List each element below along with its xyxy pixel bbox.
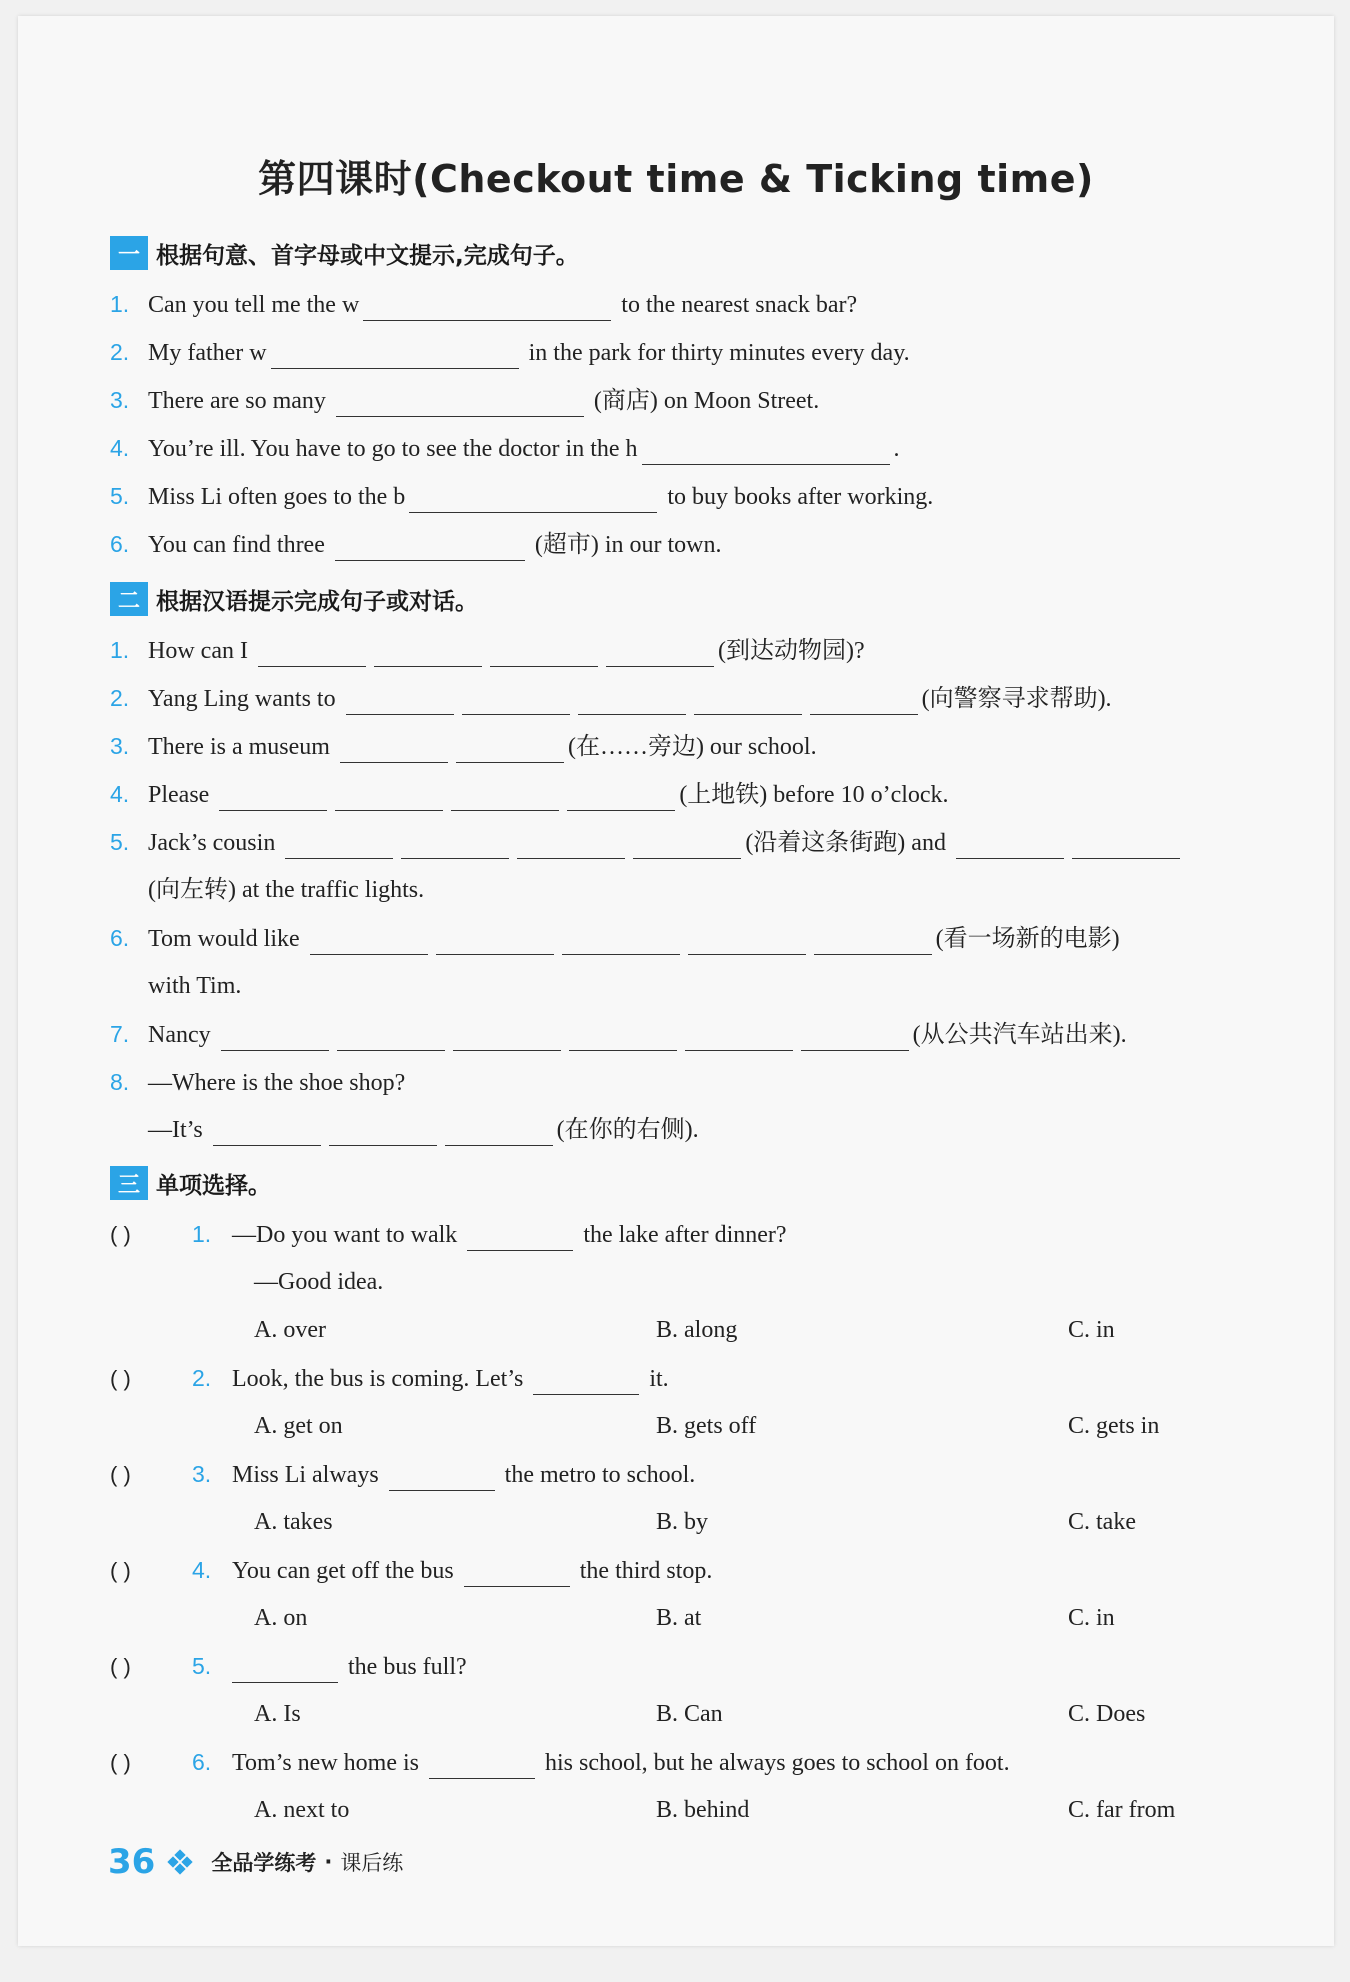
option-a[interactable]: A. Is — [254, 1701, 301, 1727]
option-a[interactable]: A. takes — [254, 1509, 333, 1535]
answer-bracket[interactable]: ( ) — [110, 1462, 131, 1487]
answer-blank[interactable] — [401, 832, 509, 859]
mc-question-5: ( ) 5. the bus full? — [110, 1650, 1274, 1683]
section-2-header — [110, 582, 478, 616]
answer-bracket[interactable]: ( ) — [110, 1558, 131, 1583]
answer-blank[interactable] — [956, 832, 1064, 859]
diamond-icon — [169, 1851, 191, 1873]
page-title: 第四课时(Checkout time & Ticking time) — [258, 157, 1094, 201]
answer-blank[interactable] — [451, 784, 559, 811]
mc-question-2: ( ) 2. Look, the bus is coming. Let’s it. — [110, 1362, 1274, 1395]
brand-name: 全品学练考 — [211, 1851, 317, 1875]
answer-blank[interactable] — [335, 784, 443, 811]
answer-blank — [533, 1368, 639, 1395]
page-number: 36 — [108, 1842, 156, 1882]
answer-blank — [429, 1752, 535, 1779]
answer-blank[interactable] — [642, 438, 890, 465]
section-3-badge: 三 — [110, 1166, 148, 1200]
answer-blank[interactable] — [337, 1024, 445, 1051]
answer-blank[interactable] — [445, 1119, 553, 1146]
answer-blank — [467, 1224, 573, 1251]
answer-blank[interactable] — [271, 342, 519, 369]
answer-blank[interactable] — [517, 832, 625, 859]
answer-blank[interactable] — [340, 736, 448, 763]
s1-question-4: 4. You’re ill. You have to go to see the doctor in the h . — [110, 432, 1274, 465]
answer-blank[interactable] — [285, 832, 393, 859]
section-2-heading: 根据汉语提示完成句子或对话。 — [156, 588, 478, 615]
footer-subtitle: 课后练 — [340, 1851, 404, 1875]
s1-question-2: 2. My father w in the park for thirty minutes every day. — [110, 336, 1274, 369]
option-c[interactable]: C. far from — [1068, 1797, 1176, 1823]
option-b[interactable]: B. at — [656, 1605, 702, 1631]
answer-blank[interactable] — [336, 390, 584, 417]
option-c[interactable]: C. in — [1068, 1605, 1115, 1631]
answer-blank[interactable] — [562, 928, 680, 955]
option-b[interactable]: B. gets off — [656, 1413, 757, 1439]
option-a[interactable]: A. get on — [254, 1413, 343, 1439]
option-b[interactable]: B. by — [656, 1509, 709, 1535]
mc-question-3: ( ) 3. Miss Li always the metro to school. — [110, 1458, 1274, 1491]
answer-blank[interactable] — [694, 688, 802, 715]
answer-blank[interactable] — [1072, 832, 1180, 859]
answer-blank — [232, 1656, 338, 1683]
section-2-badge: 二 — [110, 582, 148, 616]
answer-blank[interactable] — [453, 1024, 561, 1051]
footer-dot: · — [324, 1850, 333, 1874]
answer-bracket[interactable]: ( ) — [110, 1750, 131, 1775]
answer-blank[interactable] — [462, 688, 570, 715]
option-c[interactable]: C. Does — [1068, 1701, 1146, 1727]
answer-blank[interactable] — [221, 1024, 329, 1051]
answer-blank[interactable] — [810, 688, 918, 715]
option-b[interactable]: B. behind — [656, 1797, 750, 1823]
section-3-header — [110, 1166, 271, 1200]
s2-question-6: 6. Tom would like (看一场新的电影) — [110, 922, 1274, 955]
option-c[interactable]: C. gets in — [1068, 1413, 1160, 1439]
answer-blank[interactable] — [688, 928, 806, 955]
answer-blank[interactable] — [578, 688, 686, 715]
worksheet-page — [18, 16, 1334, 1946]
answer-bracket[interactable]: ( ) — [110, 1222, 131, 1247]
s2-question-7: 7. Nancy (从公共汽车站出来). — [110, 1018, 1274, 1051]
s2-question-8: 8. —Where is the shoe shop? — [110, 1069, 406, 1096]
answer-blank[interactable] — [329, 1119, 437, 1146]
answer-blank[interactable] — [409, 486, 657, 513]
answer-blank[interactable] — [606, 640, 714, 667]
option-b[interactable]: B. Can — [656, 1701, 723, 1727]
answer-blank[interactable] — [363, 294, 611, 321]
answer-blank[interactable] — [219, 784, 327, 811]
answer-bracket[interactable]: ( ) — [110, 1366, 131, 1391]
answer-blank[interactable] — [633, 832, 741, 859]
answer-blank[interactable] — [310, 928, 428, 955]
s2-question-5-cont: (向左转) at the traffic lights. — [148, 877, 425, 903]
section-1-header — [110, 236, 579, 270]
answer-blank — [464, 1560, 570, 1587]
answer-blank[interactable] — [456, 736, 564, 763]
s2-question-8-cont: —It’s (在你的右侧). — [110, 1114, 1274, 1146]
answer-blank[interactable] — [490, 640, 598, 667]
option-a[interactable]: A. on — [254, 1605, 308, 1631]
option-c[interactable]: C. in — [1068, 1317, 1115, 1343]
option-a[interactable]: A. next to — [254, 1797, 350, 1823]
answer-blank[interactable] — [436, 928, 554, 955]
section-1-heading: 根据句意、首字母或中文提示,完成句子。 — [156, 242, 579, 269]
s1-question-6: 6. You can find three (超市) in our town. — [110, 528, 1274, 561]
s1-question-5: 5. Miss Li often goes to the b to buy books after working. — [110, 480, 1274, 513]
mc-question-4: ( ) 4. You can get off the bus the third stop. — [110, 1554, 1274, 1587]
s1-question-3: 3. There are so many (商店) on Moon Street. — [110, 384, 1274, 417]
answer-blank[interactable] — [801, 1024, 909, 1051]
answer-blank[interactable] — [567, 784, 675, 811]
s2-question-2: 2. Yang Ling wants to (向警察寻求帮助). — [110, 682, 1274, 715]
s2-question-1: 1. How can I (到达动物园)? — [110, 634, 1274, 667]
mc-question-1: ( ) 1. —Do you want to walk the lake after dinner? — [110, 1218, 1274, 1251]
section-3-heading: 单项选择。 — [156, 1172, 271, 1199]
answer-blank[interactable] — [569, 1024, 677, 1051]
answer-blank[interactable] — [685, 1024, 793, 1051]
s2-question-5: 5. Jack’s cousin (沿着这条街跑) and — [110, 826, 1274, 859]
page-footer — [108, 1842, 403, 1882]
mc-question-1-reply: —Good idea. — [254, 1269, 384, 1295]
answer-blank[interactable] — [346, 688, 454, 715]
s1-question-1: 1. Can you tell me the w to the nearest snack bar? — [110, 288, 1274, 321]
mc-question-6: ( ) 6. Tom’s new home is his school, but he always goes to school on foot. — [110, 1746, 1274, 1779]
answer-bracket[interactable]: ( ) — [110, 1654, 131, 1679]
s2-question-4: 4. Please (上地铁) before 10 o’clock. — [110, 778, 1274, 811]
option-c[interactable]: C. take — [1068, 1509, 1136, 1535]
answer-blank — [389, 1464, 495, 1491]
answer-blank[interactable] — [814, 928, 932, 955]
section-1-badge: 一 — [110, 236, 148, 270]
s2-question-3: 3. There is a museum (在……旁边) our school. — [110, 730, 1274, 763]
answer-blank[interactable] — [258, 640, 366, 667]
answer-blank[interactable] — [213, 1119, 321, 1146]
answer-blank[interactable] — [335, 534, 525, 561]
option-a[interactable]: A. over — [254, 1317, 326, 1343]
answer-blank[interactable] — [374, 640, 482, 667]
s2-question-6-cont: with Tim. — [148, 973, 242, 999]
option-b[interactable]: B. along — [656, 1317, 738, 1343]
